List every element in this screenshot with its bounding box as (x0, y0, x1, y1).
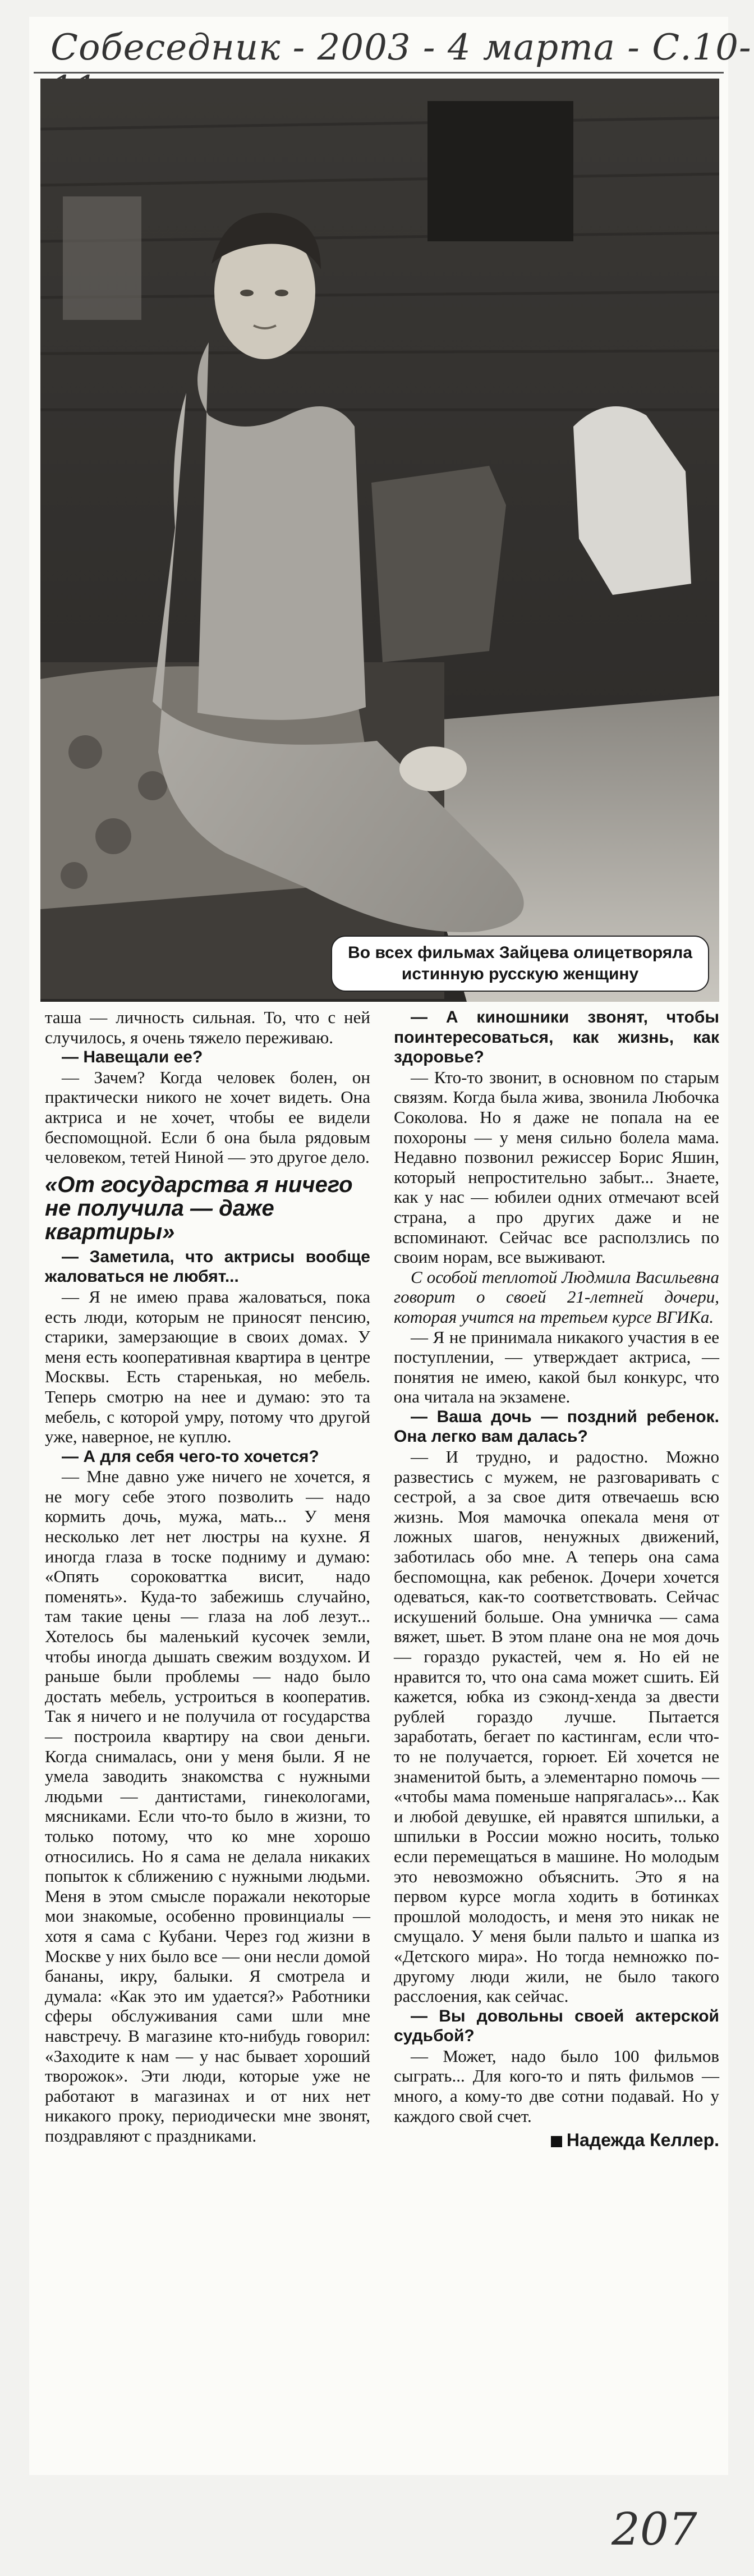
interview-question: — Ваша дочь — поздний ребенок. Она легко вам далась? (394, 1407, 719, 1446)
square-bullet-icon (551, 2136, 562, 2147)
interview-question: — А для себя чего-то хочется? (62, 1447, 319, 1466)
interview-question: — Вы довольны своей актерской судьбой? (394, 2006, 719, 2046)
paragraph: — Может, надо было 100 фильмов сыграть... Для кого-то и пять фильмов — много, а кому-то две сотни подавай. Но у каждого свой счет. (394, 2046, 719, 2126)
article-column-right (394, 1007, 719, 2151)
paragraph: — Я не имею права жаловаться, пока есть люди, которым не приносят пенсию, старики, замерзающие в своих домах. У меня есть кооперативная квартира в центре Москвы. Есть старенькая, но мебель. Теперь смотрю на нее и думаю: это та мебель, с которой умру, потому что другой уже, наверное, не куплю. (45, 1286, 370, 1447)
article-column-left (45, 1007, 370, 2146)
caption-line-1: Во всех фильмах Зайцева олицетворяла (348, 943, 692, 962)
paragraph: — Зачем? Когда человек болен, он практически никого не хочет видеть. Она актриса и не хочет, чтобы ее видели беспомощной. Если б она была рядовым человеком, тетей Ниной — это другое дело. (45, 1067, 370, 1167)
subheading: «От государства я ничего не получила — даже квартиры» (45, 1172, 353, 1244)
interview-question: — А киношники звонят, чтобы поинтересоваться, как жизнь, как здоровье? (394, 1008, 719, 1067)
caption-line-2: истинную русскую женщину (401, 965, 639, 983)
interview-question: — Заметила, что актрисы вообще жаловаться не любят... (45, 1247, 370, 1286)
photo-caption (331, 936, 709, 992)
photo-illustration (40, 79, 719, 1002)
handwritten-page-number: 207 (612, 2503, 697, 2555)
article-photo (40, 79, 719, 1002)
paragraph: — Я не принимала никакого участия в ее поступлении, — утверждает актриса, — понятия не имею, какой был конкурс, что она читала на экзамене. (394, 1327, 719, 1407)
paragraph: таша — личность сильная. То, что с ней случилось, я очень тяжело переживаю. (45, 1007, 370, 1047)
italic-intro: С особой теплотой Людмила Васильевна говорит о своей 21-летней дочери, которая учится на третьем курсе ВГИКа. (394, 1267, 719, 1327)
interview-question: — Навещали ее? (62, 1048, 203, 1067)
author-name: Надежда Келлер. (566, 2130, 719, 2151)
paragraph: — Кто-то звонит, в основном по старым связям. Когда была жива, звонила Любочка Соколова. Но я даже не попала на ее похороны — у меня сильно болела мама. Недавно позвонил режиссер Борис Яшин, который непростительно забыт... Знаете, как у нас — юбилеи одних отмечают всей страна, а про других даже и не вспоминают. Сейчас все расползлись по своим норам, все выживают. (394, 1067, 719, 1267)
paragraph: — Мне давно уже ничего не хочется, я не могу себе этого позволить — надо кормить дочь, мужа, мать... У меня несколько лет нет люстры на кухне. Я иногда глаза в тоске подниму и думаю: «Опять сороковаттка висит, надо поменять». Куда-то забежишь случайно, там такие цены — глаза на лоб лезут... Хотелось бы маленький кусочек земли, чтобы иногда дышать свежим воздухом. И раньше были проблемы — надо было достать мебель, устроиться в кооператив. Так я ничего и не получила от государства — построила квартиру на свои деньги. Когда снималась, они у меня были. Я не умела заводить знакомства с нужными людьми — дантистами, гинекологами, мясниками. Если что-то было в жизни, то только потому, что ко мне хорошо относились. Но я сама не делала никаких попыток к сближению с нужными людьми. Меня в этом смысле поражали некоторые мои знакомые, особенно провинциалы — хотя я сама с Кубани. Через год жизни в Москве у них было все — они несли домой бананы, икру, балыки. Я смотрела и думала: «Как это им удается?» Работники сферы обслуживания сами шли мне навстречу. В магазине кто-нибудь говорил: «Заходите к нам — у нас бывает хороший творожок». Эти люди, которые уже не работают в магазинах и от них нет никакого проку, периодически мне звонят, поздравляют с праздниками. (45, 1466, 370, 2146)
header-divider (34, 72, 724, 74)
handwritten-source-note: Собеседник - 2003 - 4 марта - С.10- (50, 27, 752, 68)
paragraph: — И трудно, и радостно. Можно развестись с мужем, не разговаривать с сестрой, а за свое дитя отвечаешь всю жизнь. Моя мамочка опекала меня от ложных шагов, ненужных движений, заботилась обо мне. А теперь она сама беспомощна, как ребенок. Дочери хочется одеваться, как-то соответствовать. Сейчас искушений больше. Она умничка — сама вяжет, шьет. В этом плане она не моя дочь — гораздо рукастей, чем я. Но ей не нравится то, что она сама может сшить. Ей кажется, юбка из сэконд-хенда за двести рублей гораздо лучше. Пытается заработать, бегает по кастингам, если что-то не получается, горюет. Ей хочется не знаменитой быть, а элементарно помочь — «чтобы мама поменьше напрягалась»... Как и любой девушке, ей нравятся шпильки, а шпильки в России можно носить, только если перемещаться в машине. Но молодым это невозможно объяснить. Это я на первом курсе могла ходить в ботинках прошлой молодость, и меня это никак не смущало. У меня были пальто и шапка из «Детского мира». Но тогда немножко по-другому люди жили, не было такого расслоения, как сейчас. (394, 1447, 719, 2006)
author-signature (394, 2130, 719, 2151)
